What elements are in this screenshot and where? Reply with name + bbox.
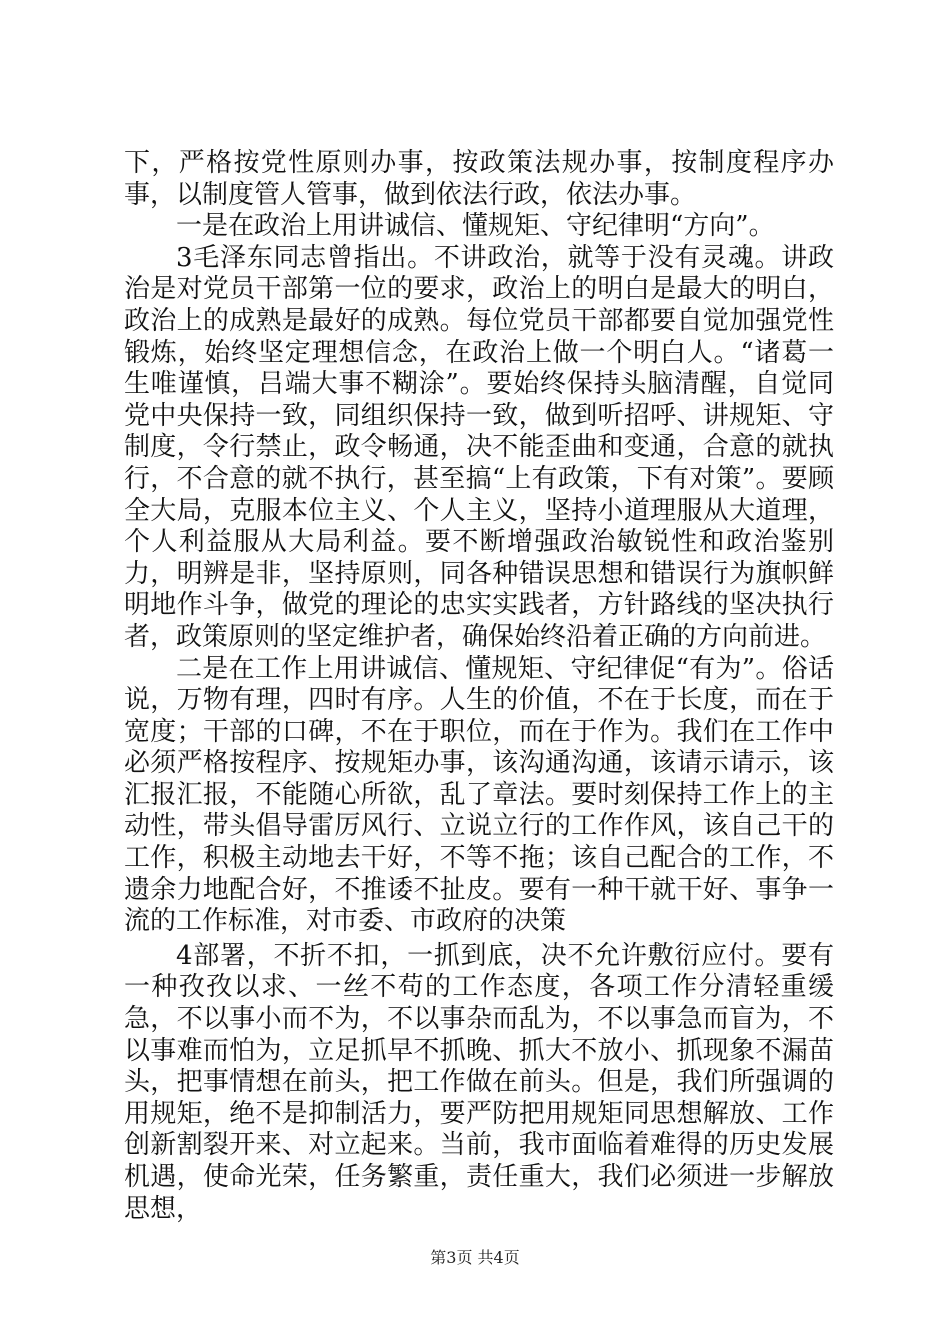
paragraph-work-body: 二是在工作上用讲诚信、懂规矩、守纪律促“有为”。俗话说，万物有理，四时有序。人生的价值，不在于长度，而在于宽度；干部的口碑，不在于职位，而在于作为。我们在工作中必须严格按程序、按规矩办事，该沟通沟通，该请示请示，该汇报汇报，不能随心所欲，乱了章法。要时刻保持工作上的主动性，带头倡导雷厉风行、立说立行的工作作风，该自己干的工作，积极主动地去干好，不等不拖；该自己配合的工作，不遗余力地配合好，不推诿不扯皮。要有一种干就干好、事争一流的工作标准，对市委、市政府的决策 — [124, 653, 834, 937]
paragraph-continuation: 下，严格按党性原则办事，按政策法规办事，按制度程序办事，以制度管人管事，做到依法行政，依法办事。 — [124, 148, 834, 210]
paragraph-heading-political: 一是在政治上用讲诚信、懂规矩、守纪律明“方向”。 — [176, 211, 775, 242]
paragraph-political-body: 3毛泽东同志曾指出。不讲政治，就等于没有灵魂。讲政治是对党员干部第一位的要求，政治上的明白是最大的明白，政治上的成熟是最好的成熟。每位党员干部都要自觉加强党性锻炼，始终坚定理想信念，在政治上做一个明白人。“诸葛一生唯谨慎，吕端大事不糊涂”。要始终保持头脑清醒，自觉同党中央保持一致，同组织保持一致，做到听招呼、讲规矩、守制度，令行禁止，政令畅通，决不能歪曲和变通，合意的就执行，不合意的就不执行，甚至搞“上有政策，下有对策”。要顾全大局，克服本位主义、个人主义，坚持小道理服从大道理，个人利益服从大局利益。要不断增强政治敏锐性和政治鉴别力，明辨是非，坚持原则，同各种错误思想和错误行为旗帜鲜明地作斗争，做党的理论的忠实实践者，方针路线的坚决执行者，政策原则的坚定维护者，确保始终沿着正确的方向前进。 — [124, 242, 834, 652]
page-number-footer: 第3页 共4页 — [430, 1248, 520, 1267]
paragraph-deployment-body: 4部署，不折不扣，一抓到底，决不允许敷衍应付。要有一种孜孜以求、一丝不苟的工作态度，各项工作分清轻重缓急，不以事小而不为，不以事杂而乱为，不以事急而盲为，不以事难而怕为，立足抓早不抓晚、抓大不放小、抓现象不漏苗头，把事情想在前头，把工作做在前头。但是，我们所强调的用规矩，绝不是抑制活力，要严防把用规矩同思想解放、工作创新割裂开来、对立起来。当前，我市面临着难得的历史发展机遇，使命光荣，任务繁重，责任重大，我们必须进一步解放思想， — [124, 940, 834, 1224]
document-body — [124, 148, 834, 1225]
